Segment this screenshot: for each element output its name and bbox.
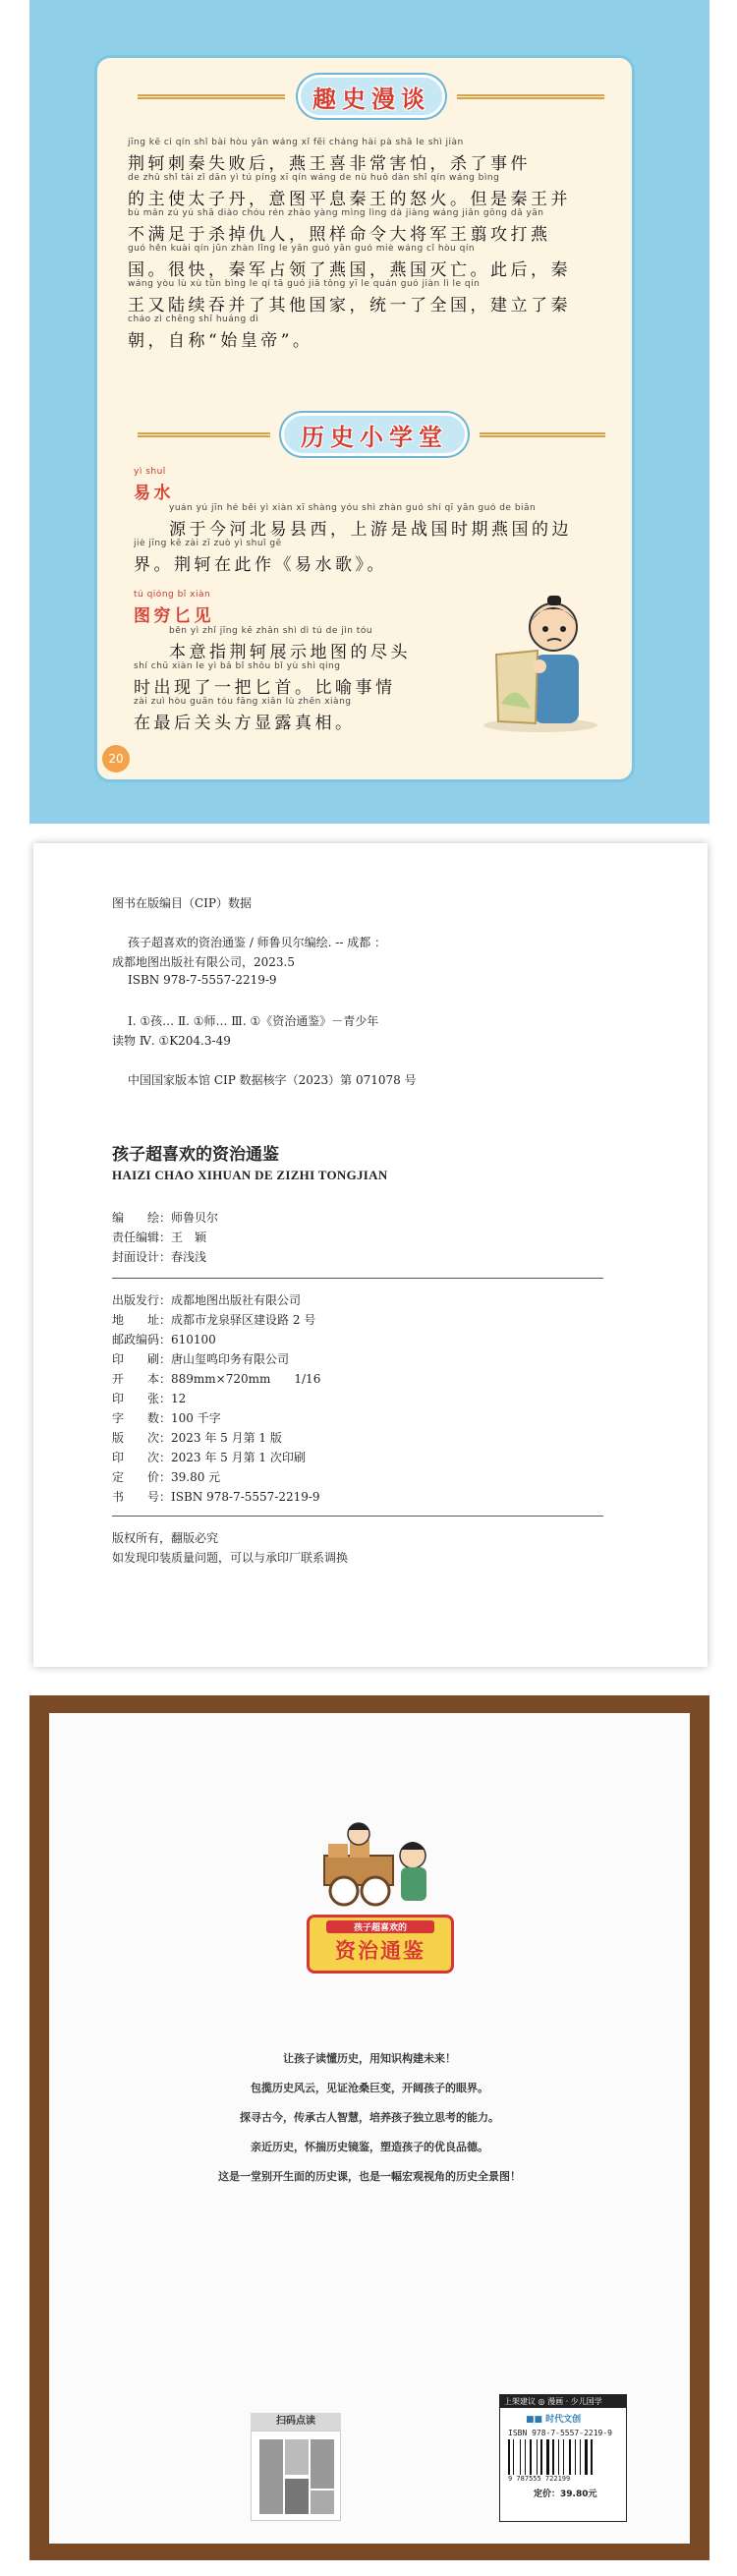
divider	[112, 1516, 603, 1517]
cip-line: 中国国家版本馆 CIP 数据核字（2023）第 071078 号	[128, 1073, 417, 1087]
blurb-line: 包揽历史风云，见证沧桑巨变，开阔孩子的眼界。	[251, 2082, 488, 2094]
back-cover-panel	[29, 1695, 709, 2560]
story-line: de zhǔ shǐ tài zǐ dān yì tú píng xī qín wáng de nù huǒ dàn shǐ qín wáng bìng 的主使太子丹，意图平息秦王的怒火。但是秦王并	[128, 173, 571, 209]
scan-label: 扫码点读	[251, 2413, 341, 2431]
blurb-line: 这是一堂别开生面的历史课，也是一幅宏观视角的历史全景图！	[218, 2170, 521, 2183]
spec-line: 出版发行：成都地图出版社有限公司	[112, 1293, 302, 1307]
glossary-term: yì shuǐ 易水	[134, 467, 174, 503]
divider	[480, 432, 605, 437]
logo-title: 资治通鉴	[335, 1939, 425, 1963]
cip-line: 成都地图出版社有限公司，2023.5	[112, 955, 295, 969]
spec-line: 开 本：889mm×720mm 1/16	[112, 1372, 321, 1386]
cip-line: 孩子超喜欢的资治通鉴 / 师鲁贝尔编绘. -- 成都 ：	[128, 936, 387, 949]
cip-line: 读物 Ⅳ. ①K204.3-49	[112, 1034, 231, 1048]
cip-line: Ⅰ. ①孩… Ⅱ. ①师… Ⅲ. ①《资治通鉴》－青少年	[128, 1014, 379, 1028]
barcode-block	[499, 2394, 627, 2522]
banner-label: 趣史漫谈	[312, 85, 430, 113]
spec-line: 书 号：ISBN 978-7-5557-2219-9	[112, 1490, 320, 1504]
cip-line: ISBN 978-7-5557-2219-9	[128, 973, 277, 987]
rights-notice: 如发现印装质量问题，可以与承印厂联系调换	[112, 1551, 349, 1565]
story-line: cháo zì chēng shǐ huáng dì 朝，自称“始皇帝”。	[128, 315, 313, 351]
story-line: jīng kē cì qín shǐ bài hòu yān wáng xǐ fēi cháng hài pà shā le shì jiàn 荆轲刺秦失败后，燕王喜非常害怕，杀了事件	[128, 138, 531, 174]
page-number-badge: 20	[102, 745, 130, 773]
logo-subtitle: 孩子超喜欢的	[326, 1920, 434, 1933]
book-logo	[307, 1915, 454, 1974]
spec-line: 版 次：2023 年 5 月第 1 版	[112, 1431, 282, 1445]
cip-heading: 图书在版编目（CIP）数据	[112, 896, 252, 910]
spec-line: 定 价：39.80 元	[112, 1470, 221, 1484]
credit-line: 责任编辑：王 颖	[112, 1231, 207, 1244]
book-title: 孩子超喜欢的资治通鉴	[112, 1145, 279, 1165]
glossary-definition: yuán yú jīn hé běi yì xiàn xī shàng yóu shì zhàn guó shí qī yān guó de biān 源于今河北易县西，上游是战国时期燕国的边 jiè jīng kē zài zī zuò yì shuǐ gē 界。荆轲在此作《易水歌》。	[134, 503, 572, 575]
credit-line: 编 绘：师鲁贝尔	[112, 1211, 219, 1225]
credit-line: 封面设计：春浅浅	[112, 1250, 207, 1264]
isbn-text: ISBN 978-7-5557-2219-9	[508, 2429, 612, 2437]
blurb-line: 亲近历史，怀揣历史镜鉴，塑造孩子的优良品德。	[251, 2141, 488, 2153]
barcode	[508, 2439, 618, 2475]
story-line: wáng yòu lù xù tūn bìng le qí tā guó jiā tǒng yī le quán guó jiàn lì le qín 王又陆续吞并了其他国家，统一了全国，建立了秦	[128, 279, 571, 315]
spec-line: 地 址：成都市龙泉驿区建设路 2 号	[112, 1313, 316, 1327]
copyright-page-panel	[33, 843, 708, 1667]
section-banner-history-class	[281, 413, 468, 456]
barcode-digits: 9 787555 722199	[508, 2475, 571, 2483]
spec-line: 印 张：12	[112, 1392, 187, 1405]
banner-label: 历史小学堂	[301, 423, 448, 451]
price-label: 定价：39.80元	[534, 2490, 597, 2499]
glossary-term: tú qióng bǐ xiàn 图穷匕见	[134, 590, 214, 626]
section-banner-history-talk	[298, 75, 445, 118]
cart-characters-illustration	[314, 1816, 442, 1915]
story-line: bù mǎn zú yú shā diào chóu rén zhào yàng mìng lìng dà jiàng wáng jiǎn gōng dǎ yān 不满足于杀掉仇人，照样命令大将军王翦攻打燕	[128, 208, 551, 245]
spec-line: 邮政编码：610100	[112, 1333, 216, 1346]
jing-ke-illustration	[477, 586, 604, 733]
shelving-label: 上架建议 ◎ 漫画 · 少儿国学	[500, 2395, 626, 2408]
book-page-panel	[29, 0, 709, 824]
blurb-line: 让孩子读懂历史，用知识构建未来！	[283, 2052, 456, 2065]
divider	[138, 432, 270, 437]
spec-line: 字 数：100 千字	[112, 1411, 221, 1425]
spec-line: 印 次：2023 年 5 月第 1 次印刷	[112, 1451, 306, 1464]
story-paragraph	[128, 138, 639, 350]
rights-notice: 版权所有，翻版必究	[112, 1531, 219, 1545]
back-cover	[49, 1713, 690, 2544]
blurb-line: 探寻古今，传承古人智慧，培养孩子独立思考的能力。	[240, 2111, 499, 2124]
divider	[112, 1278, 603, 1279]
publisher-logo: ■■ 时代文创	[526, 2415, 582, 2425]
book-title-pinyin: HAIZI CHAO XIHUAN DE ZIZHI TONGJIAN	[112, 1168, 388, 1182]
story-line: guó hěn kuài qín jūn zhàn lǐng le yān guó yān guó miè wáng cǐ hòu qín 国。很快，秦军占领了燕国，燕国灭亡。此后，秦	[128, 244, 571, 280]
divider	[457, 94, 604, 99]
divider	[138, 94, 285, 99]
spec-line: 印 刷：唐山玺鸣印务有限公司	[112, 1352, 290, 1366]
qr-code[interactable]	[251, 2431, 341, 2521]
glossary-definition: běn yì zhǐ jīng kē zhǎn shì dì tú de jìn tóu 本意指荆轲展示地图的尽头 shí chū xiàn le yì bǎ bǐ shǒu bǐ yù shì qíng 时出现了一把匕首。比喻事情 zài zuì hòu guān tóu fāng xiǎn lù zhēn xiàng 在最后关头方显露真相。	[134, 626, 411, 733]
